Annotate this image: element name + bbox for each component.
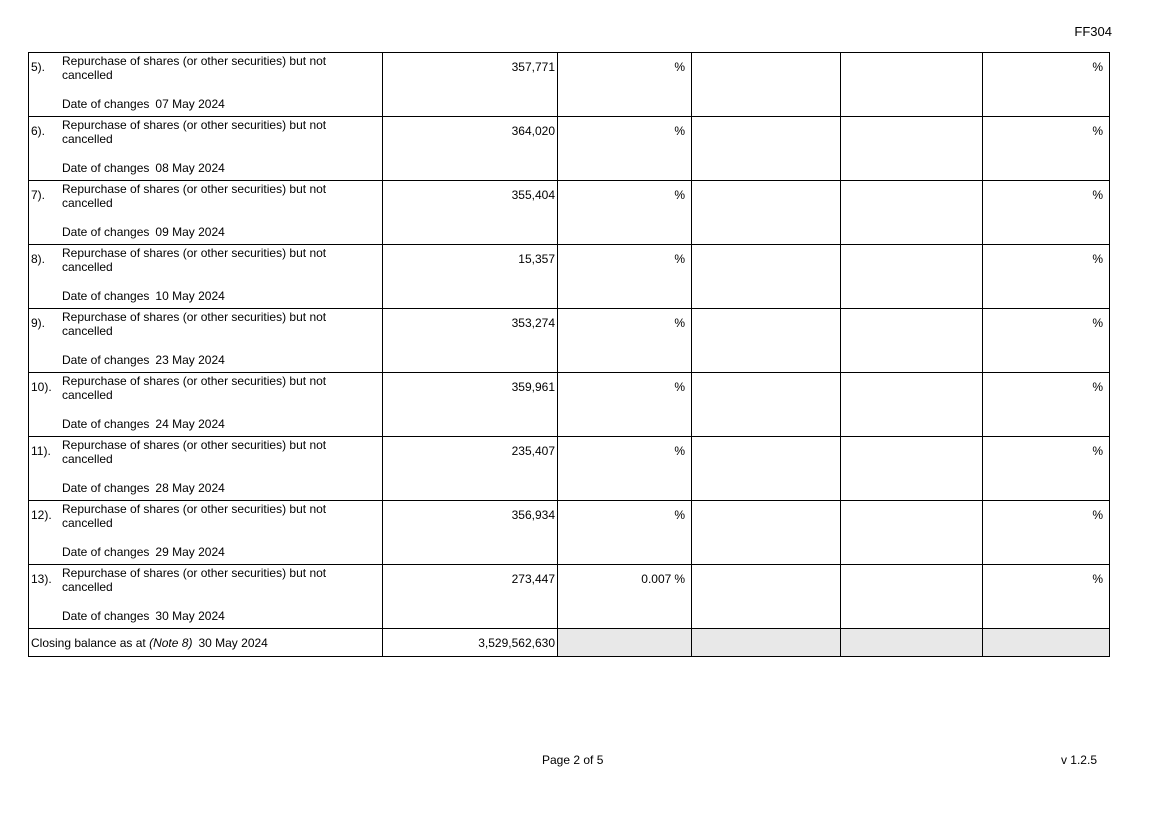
percent-unit: %: [1092, 508, 1103, 522]
description-cell: [29, 117, 383, 181]
closing-note: (Note 8): [149, 635, 193, 650]
shares-cell: [383, 437, 558, 501]
table-body: [29, 53, 1110, 657]
percent-unit: %: [1092, 572, 1103, 586]
empty-cell: [692, 245, 841, 309]
percent-unit: %: [1092, 316, 1103, 330]
percent-cell: [983, 245, 1110, 309]
change-date: [62, 481, 225, 495]
shares-value: 359,961: [511, 380, 555, 394]
shares-value: 357,771: [511, 60, 555, 74]
shares-cell: [383, 309, 558, 373]
date-value: 29 May 2024: [155, 545, 225, 559]
description-cell: [29, 501, 383, 565]
row-number: 8).: [31, 252, 46, 266]
table-row: [29, 309, 1110, 373]
shares-cell: [383, 373, 558, 437]
percent-unit: %: [1092, 188, 1103, 202]
date-value: 30 May 2024: [155, 609, 225, 623]
change-date: [62, 353, 225, 367]
row-description: Repurchase of shares (or other securities) but not cancelled: [62, 246, 327, 274]
row-description: Repurchase of shares (or other securities) but not cancelled: [62, 502, 327, 530]
row-description: Repurchase of shares (or other securities) but not cancelled: [62, 566, 327, 594]
change-date: [62, 289, 225, 303]
share-movement-table: [28, 52, 1110, 657]
row-number: 6).: [31, 124, 46, 138]
row-number: 9).: [31, 316, 46, 330]
shares-cell: [383, 501, 558, 565]
date-value: 23 May 2024: [155, 353, 225, 367]
date-label: Date of changes: [62, 609, 150, 623]
change-date: [62, 225, 225, 239]
row-number: 13).: [31, 572, 52, 586]
description-cell: [29, 309, 383, 373]
table-row: [29, 373, 1110, 437]
description-cell: [29, 373, 383, 437]
date-value: 28 May 2024: [155, 481, 225, 495]
percent-cell: [983, 53, 1110, 117]
percent-cell: [983, 437, 1110, 501]
shares-value: 364,020: [511, 124, 555, 138]
percent-unit: %: [674, 60, 685, 74]
empty-cell: [841, 437, 983, 501]
date-value: 09 May 2024: [155, 225, 225, 239]
percent-cell: [558, 565, 692, 629]
percent-unit: %: [1092, 124, 1103, 138]
percent-cell: [558, 117, 692, 181]
percent-cell: [983, 309, 1110, 373]
table-row: [29, 501, 1110, 565]
date-label: Date of changes: [62, 353, 150, 367]
row-description: Repurchase of shares (or other securities) but not cancelled: [62, 118, 327, 146]
date-label: Date of changes: [62, 417, 150, 431]
percent-unit: %: [674, 252, 685, 266]
description-cell: [29, 437, 383, 501]
shares-value: 355,404: [511, 188, 555, 202]
date-label: Date of changes: [62, 481, 150, 495]
date-value: 08 May 2024: [155, 161, 225, 175]
row-description: Repurchase of shares (or other securities) but not cancelled: [62, 438, 327, 466]
shaded-cell: [692, 629, 841, 657]
change-date: [62, 417, 225, 431]
empty-cell: [692, 117, 841, 181]
percent-unit: %: [674, 124, 685, 138]
percent-cell: [983, 181, 1110, 245]
empty-cell: [841, 53, 983, 117]
empty-cell: [841, 181, 983, 245]
empty-cell: [841, 565, 983, 629]
percent-cell: [558, 437, 692, 501]
percent-cell: [983, 565, 1110, 629]
percent-cell: [558, 309, 692, 373]
empty-cell: [841, 117, 983, 181]
form-code: FF304: [1074, 24, 1112, 39]
percent-unit: %: [674, 508, 685, 522]
shares-value: 15,357: [518, 252, 555, 266]
percent-unit: %: [1092, 380, 1103, 394]
closing-shares-cell: [383, 629, 558, 657]
description-cell: [29, 245, 383, 309]
percent-cell: [558, 53, 692, 117]
date-value: 07 May 2024: [155, 97, 225, 111]
closing-balance-label: [29, 629, 383, 657]
row-description: Repurchase of shares (or other securities) but not cancelled: [62, 374, 327, 402]
date-label: Date of changes: [62, 225, 150, 239]
empty-cell: [841, 245, 983, 309]
shares-cell: [383, 181, 558, 245]
percent-unit: %: [674, 316, 685, 330]
empty-cell: [692, 565, 841, 629]
empty-cell: [841, 373, 983, 437]
shares-cell: [383, 117, 558, 181]
page-number: Page 2 of 5: [542, 753, 604, 767]
date-label: Date of changes: [62, 161, 150, 175]
table-row: [29, 181, 1110, 245]
shaded-cell: [558, 629, 692, 657]
percent-unit: %: [674, 572, 685, 586]
percent-cell: [558, 245, 692, 309]
row-number: 7).: [31, 188, 46, 202]
description-cell: [29, 565, 383, 629]
row-description: Repurchase of shares (or other securities) but not cancelled: [62, 54, 327, 82]
closing-date: 30 May 2024: [198, 635, 268, 650]
percent-cell: [983, 501, 1110, 565]
date-label: Date of changes: [62, 97, 150, 111]
percent-cell: [983, 373, 1110, 437]
version-label: v 1.2.5: [1060, 753, 1097, 767]
date-value: 10 May 2024: [155, 289, 225, 303]
empty-cell: [841, 309, 983, 373]
empty-cell: [692, 309, 841, 373]
change-date: [62, 97, 225, 111]
row-number: 12).: [31, 508, 52, 522]
table-row: [29, 117, 1110, 181]
percent-cell: [558, 373, 692, 437]
empty-cell: [692, 437, 841, 501]
date-value: 24 May 2024: [155, 417, 225, 431]
table-row: [29, 245, 1110, 309]
percent-unit: %: [1092, 60, 1103, 74]
row-number: 10).: [31, 380, 52, 394]
closing-label-text: Closing balance as at: [31, 635, 146, 650]
change-date: [62, 545, 225, 559]
percent-value: 0.007: [641, 572, 672, 586]
percent-cell: [558, 181, 692, 245]
empty-cell: [841, 501, 983, 565]
shares-value: 273,447: [511, 572, 555, 586]
date-label: Date of changes: [62, 545, 150, 559]
closing-shares-value: 3,529,562,630: [478, 635, 555, 650]
row-description: Repurchase of shares (or other securities) but not cancelled: [62, 310, 327, 338]
percent-unit: %: [674, 380, 685, 394]
table-row: [29, 53, 1110, 117]
shares-cell: [383, 565, 558, 629]
change-date: [62, 161, 225, 175]
change-date: [62, 609, 225, 623]
percent-unit: %: [674, 188, 685, 202]
table-row: [29, 565, 1110, 629]
date-label: Date of changes: [62, 289, 150, 303]
row-number: 11).: [31, 444, 51, 458]
shares-value: 353,274: [511, 316, 555, 330]
closing-balance-row: [29, 629, 1110, 657]
percent-cell: [983, 117, 1110, 181]
row-number: 5).: [31, 60, 46, 74]
empty-cell: [692, 181, 841, 245]
percent-unit: %: [674, 444, 685, 458]
percent-cell: [558, 501, 692, 565]
empty-cell: [692, 373, 841, 437]
description-cell: [29, 181, 383, 245]
shares-value: 235,407: [511, 444, 555, 458]
table-row: [29, 437, 1110, 501]
row-description: Repurchase of shares (or other securities) but not cancelled: [62, 182, 327, 210]
description-cell: [29, 53, 383, 117]
percent-unit: %: [1092, 444, 1103, 458]
shares-value: 356,934: [511, 508, 555, 522]
shaded-cell: [841, 629, 983, 657]
percent-unit: %: [1092, 252, 1103, 266]
shares-cell: [383, 53, 558, 117]
shares-cell: [383, 245, 558, 309]
empty-cell: [692, 501, 841, 565]
empty-cell: [692, 53, 841, 117]
shaded-cell: [983, 629, 1110, 657]
